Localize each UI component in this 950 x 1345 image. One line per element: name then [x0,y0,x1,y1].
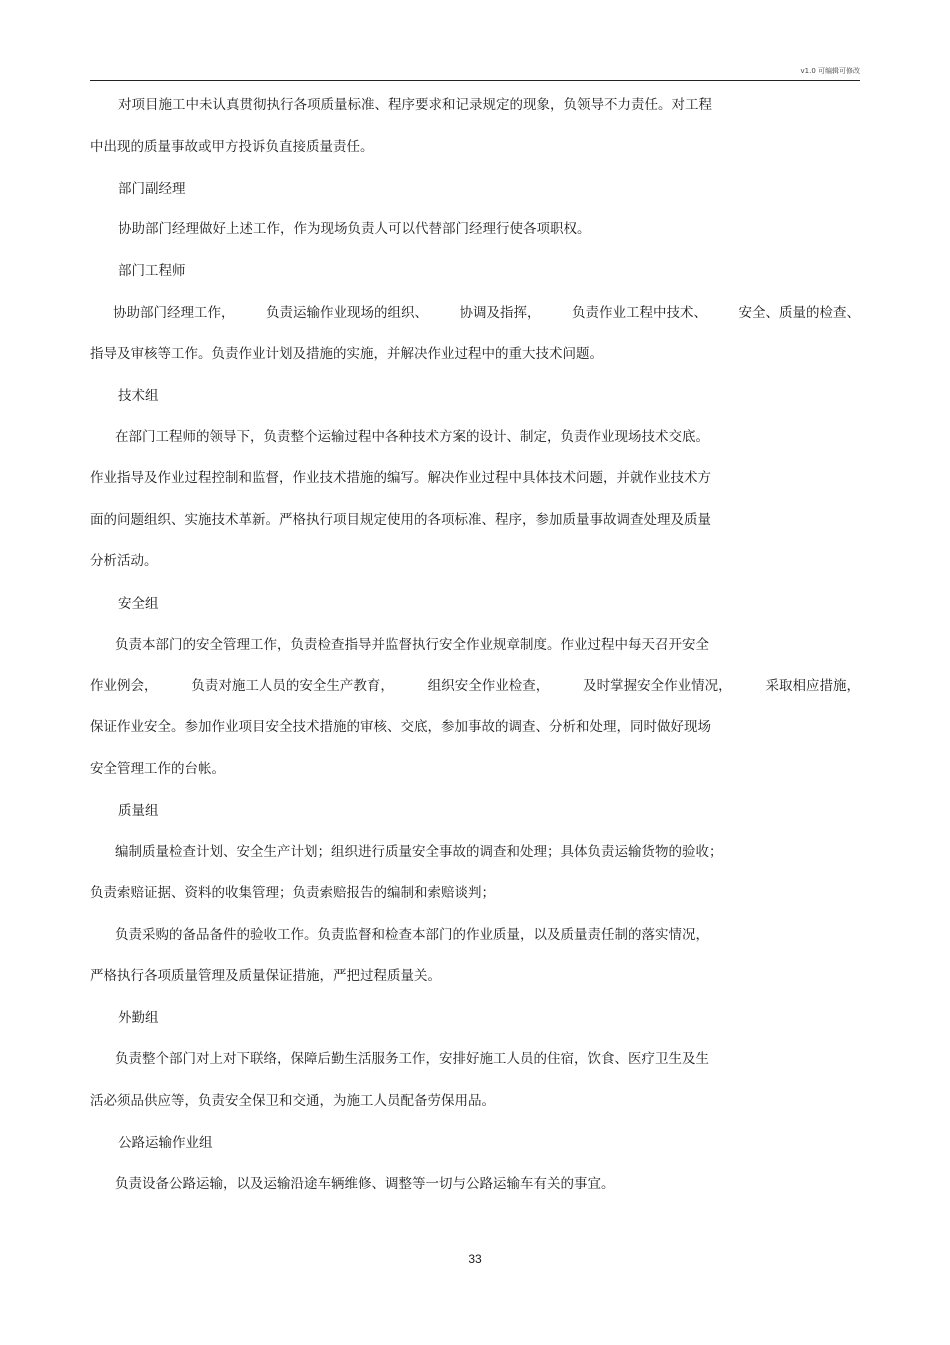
paragraph-line: 协助部门经理做好上述工作，作为现场负责人可以代替部门经理行使各项职权。 [118,221,591,237]
paragraph-line: 面的问题组织、实施技术革新。严格执行项目规定使用的各项标准、程序，参加质量事故调查处理及质量 [90,512,711,528]
text-segment: 及时掌握安全作业情况， [583,678,732,694]
paragraph-line: 负责索赔证据、资料的收集管理；负责索赔报告的编制和索赔谈判； [90,885,495,901]
text-segment: 组织安全作业检查， [427,678,550,694]
text-segment: 采取相应措施， [765,678,860,694]
paragraph-line: 活必须品供应等，负责安全保卫和交通，为施工人员配备劳保用品。 [90,1093,495,1109]
paragraph-line: 保证作业安全。参加作业项目安全技术措施的审核、交底，参加事故的调查、分析和处理，同时做好现场 [90,719,711,735]
paragraph-line: 严格执行各项质量管理及质量保证措施，严把过程质量关。 [90,968,441,984]
section-heading-safety-group: 安全组 [118,596,159,612]
paragraph-line: 对项目施工中未认真贯彻执行各项质量标准、程序要求和记录规定的现象，负领导不力责任。对工程 [118,97,712,113]
section-heading-field-group: 外勤组 [118,1010,159,1026]
paragraph-line: 负责整个部门对上对下联络，保障后勤生活服务工作，安排好施工人员的住宿，饮食、医疗卫生及生 [115,1051,709,1067]
text-segment: 负责运输作业现场的组织、 [266,305,428,321]
paragraph-line: 负责设备公路运输，以及运输沿途车辆维修、调整等一切与公路运输车有关的事宜。 [115,1176,615,1192]
header-rule [90,80,860,81]
paragraph-line: 中出现的质量事故或甲方投诉负直接质量责任。 [90,139,374,155]
header-version-note: v1.0 可编辑可修改 [800,67,860,75]
text-segment: 负责作业工程中技术、 [572,305,707,321]
text-segment: 安全、质量的检查、 [738,305,860,321]
paragraph-line: 在部门工程师的领导下，负责整个运输过程中各种技术方案的设计、制定，负责作业现场技术交底。 [115,429,709,445]
paragraph-line: 负责本部门的安全管理工作，负责检查指导并监督执行安全作业规章制度。作业过程中每天召开安全 [115,637,709,653]
paragraph-line-spread [113,303,860,323]
text-segment: 协调及指挥， [459,305,541,321]
paragraph-line: 分析活动。 [90,553,158,569]
paragraph-line: 编制质量检查计划、安全生产计划；组织进行质量安全事故的调查和处理；具体负责运输货物的验收； [115,844,723,860]
section-heading-road-transport-group: 公路运输作业组 [118,1135,213,1151]
section-heading-tech-group: 技术组 [118,388,159,404]
paragraph-line: 安全管理工作的台帐。 [90,761,225,777]
paragraph-line: 负责采购的备品备件的验收工作。负责监督和检查本部门的作业质量，以及质量责任制的落实情况， [115,927,709,943]
paragraph-line: 作业指导及作业过程控制和监督，作业技术措施的编写。解决作业过程中具体技术问题，并就作业技术方 [90,470,711,486]
paragraph-line: 指导及审核等工作。负责作业计划及措施的实施，并解决作业过程中的重大技术问题。 [90,346,603,362]
section-heading-quality-group: 质量组 [118,803,159,819]
text-segment: 负责对施工人员的安全生产教育， [191,678,394,694]
section-heading-deputy-manager: 部门副经理 [118,181,186,197]
text-segment: 作业例会， [90,678,158,694]
text-segment: 协助部门经理工作， [113,305,235,321]
section-heading-engineer: 部门工程师 [118,263,186,279]
paragraph-line-spread [90,676,860,696]
page-number: 33 [468,1252,482,1266]
